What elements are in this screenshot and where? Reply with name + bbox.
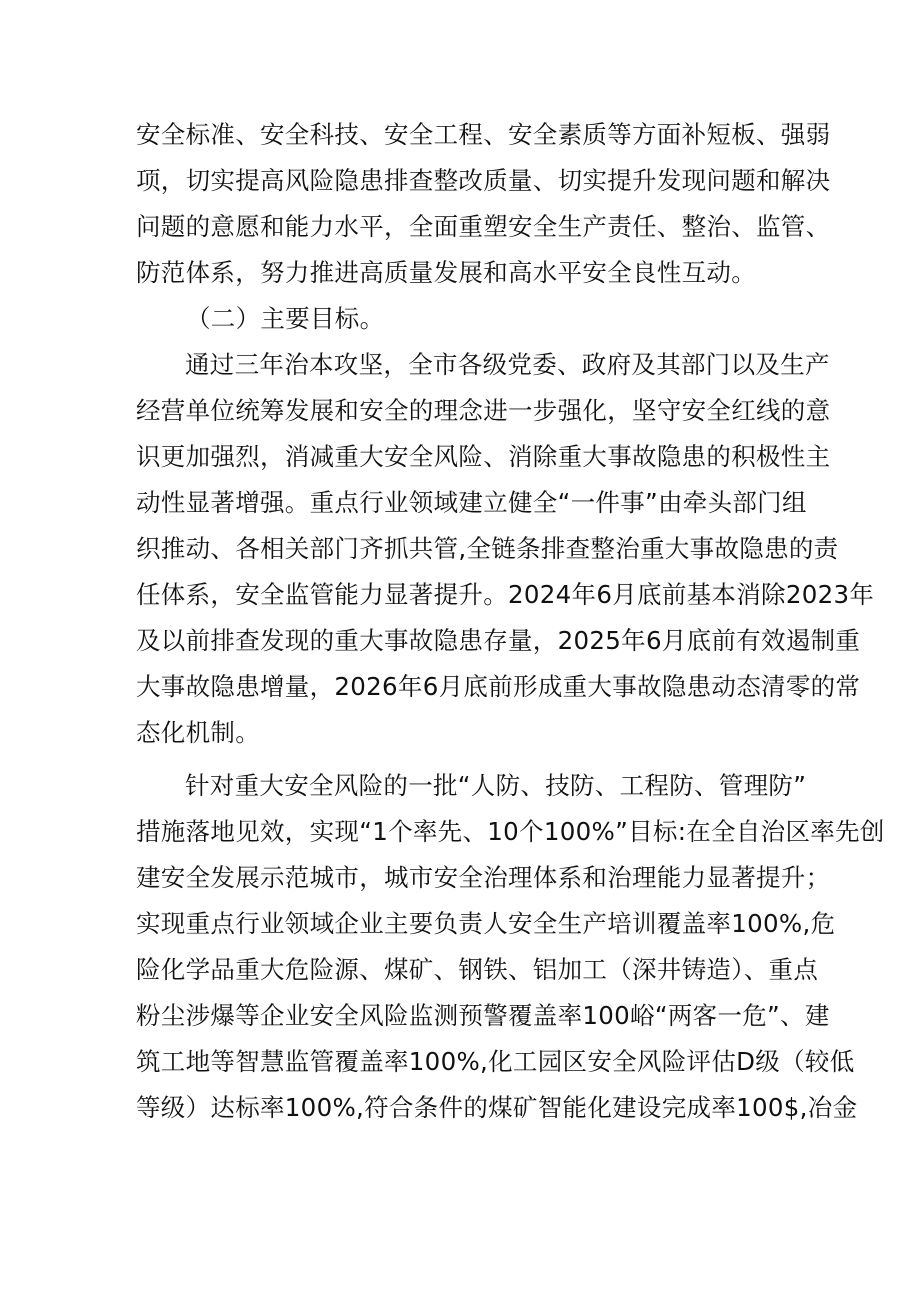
text-line: 识更加强烈，消减重大安全风险、消除重大事故隐患的积极性主 [136,442,831,471]
text-line: 问题的意愿和能力水平，全面重塑安全生产责任、整治、监管、 [136,212,831,241]
text-line: 及以前排查发现的重大事故隐患存量，2025年6月底前有效遏制重 [136,626,861,655]
paragraph-1 [136,112,831,296]
text-line: 经营单位统筹发展和安全的理念进一步强化，坚守安全红线的意 [136,396,831,425]
text-line: 等级）达标率100%,符合条件的煤矿智能化建设完成率100$,冶金 [136,1093,858,1122]
text-line: 粉尘涉爆等企业安全风险监测预警覆盖率100峪“两客一危”、建 [136,1001,830,1030]
paragraph-2 [136,342,875,756]
text-line: 项，切实提高风险隐患排查整改质量、切实提升发现问题和解决 [136,166,831,195]
text-line: 防范体系，努力推进高质量发展和高水平安全良性互动。 [136,258,756,287]
paragraph-3 [136,763,885,1131]
text-line: 措施落地见效，实现“1个率先、10个100%”目标:在全自治区率先创 [136,817,885,846]
text-line: 织推动、各相关部门齐抓共管,全链条排查整治重大事故隐患的责 [136,534,839,563]
text-line: 针对重大安全风险的一批“人防、技防、工程防、管理防” [185,771,807,800]
text-line: 安全标准、安全科技、安全工程、安全素质等方面补短板、强弱 [136,120,831,149]
text-line: 通过三年治本攻坚，全市各级党委、政府及其部门以及生产 [185,350,830,379]
document-body [136,112,885,1131]
text-line: 险化学品重大危险源、煤矿、钢铁、铝加工（深井铸造）、重点 [136,955,819,984]
text-line: 大事故隐患增量，2026年6月底前形成重大事故隐患动态清零的常 [136,672,861,701]
section-heading [136,296,796,342]
text-line: 筑工地等智慧监管覆盖率100%,化工园区安全风险评估D级（较低 [136,1047,855,1076]
section-heading-text: （二）主要目标。 [186,304,385,333]
text-line: 任体系，安全监管能力显著提升。2024年6月底前基本消除2023年 [136,580,875,609]
text-line: 动性显著增强。重点行业领域建立健全“一件事”由牵头部门组 [136,488,807,517]
text-line: 态化机制。 [136,718,260,747]
text-line: 实现重点行业领域企业主要负责人安全生产培训覆盖率100%,危 [136,909,836,938]
text-line: 建安全发展示范城市，城市安全治理体系和治理能力显著提升； [136,863,831,892]
